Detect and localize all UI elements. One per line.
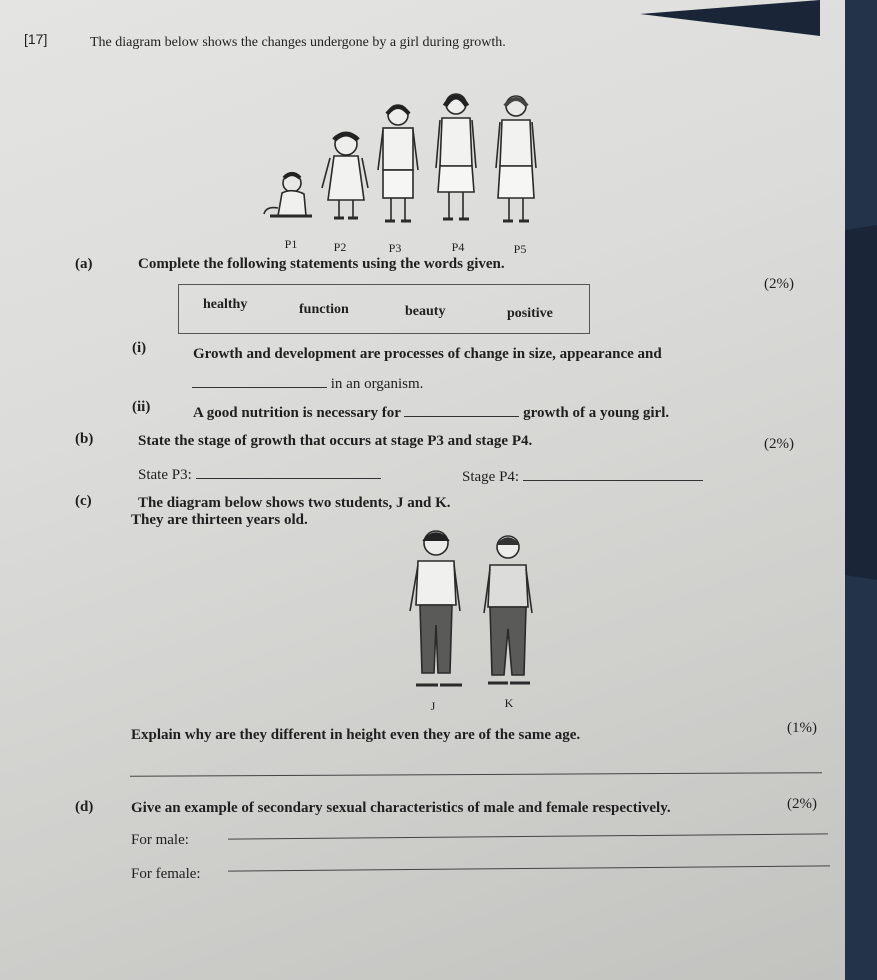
part-a-ii-before: A good nutrition is necessary for [193,405,401,421]
word-bank-box [178,284,590,334]
part-a-letter: (a) [75,256,93,272]
word-beauty: beauty [405,304,446,319]
part-c-line2: They are thirteen years old. [131,512,308,528]
part-d-marks: (2%) [787,796,817,812]
question-intro: The diagram below shows the changes undergone by a girl during growth. [90,35,506,50]
figure-student-j [410,531,462,685]
part-d-female-label: For female: [131,866,201,882]
part-b-marks: (2%) [764,436,794,452]
figure-p5 [496,96,536,221]
word-positive: positive [507,306,553,321]
part-c-letter: (c) [75,493,92,509]
part-b-p4-line [462,466,703,486]
figure-label-p4: P4 [451,240,465,254]
question-number: [17] [24,31,48,47]
part-d-question: Give an example of secondary sexual characteristics of male and female respectively. [131,800,671,816]
figure-p3 [378,105,418,221]
figure-label-j: J [430,699,436,713]
part-a-marks: (2%) [764,276,794,292]
part-b-question: State the stage of growth that occurs at stage P3 and stage P4. [138,433,533,449]
part-a-instruction: Complete the following statements using the words given. [138,256,505,272]
part-d-male-label: For male: [131,832,189,848]
figure-label-p3: P3 [388,241,402,255]
answer-blank-a-i[interactable] [192,373,327,388]
part-a-i-line2 [192,373,423,393]
answer-blank-b-p4[interactable] [523,466,703,481]
figure-p1 [264,174,312,216]
part-b-p3-line [138,464,381,484]
word-healthy: healthy [203,297,248,312]
figure-label-k: K [504,696,514,710]
figure-label-p2: P2 [333,240,347,254]
figure-p2 [322,133,368,218]
figure-p4 [436,94,476,219]
part-b-letter: (b) [75,431,94,447]
answer-blank-b-p3[interactable] [196,464,381,479]
word-function: function [299,302,349,317]
part-c-question: Explain why are they different in height even they are of the same age. [131,727,581,743]
figure-label-p1: P1 [284,237,298,251]
part-b-p4-label: Stage P4: [462,469,520,485]
part-c-line1: The diagram below shows two students, J and K. [138,495,451,511]
part-a-ii-line [193,402,669,422]
part-c-marks: (1%) [787,720,817,736]
figure-student-k [484,536,532,683]
part-b-p3-label: State P3: [138,467,192,483]
part-a-i-line1: Growth and development are processes of change in size, appearance and [193,346,662,362]
students-j-k-diagram [400,525,550,693]
part-a-i-line2-text: in an organism. [330,376,424,392]
figure-label-p5: P5 [513,242,527,256]
part-a-ii-after: growth of a young girl. [523,405,670,421]
answer-blank-a-ii[interactable] [404,402,519,417]
girl-growth-diagram [250,88,560,236]
part-a-ii-number: (ii) [132,399,151,415]
part-a-i-number: (i) [132,340,147,356]
part-d-letter: (d) [75,799,94,815]
